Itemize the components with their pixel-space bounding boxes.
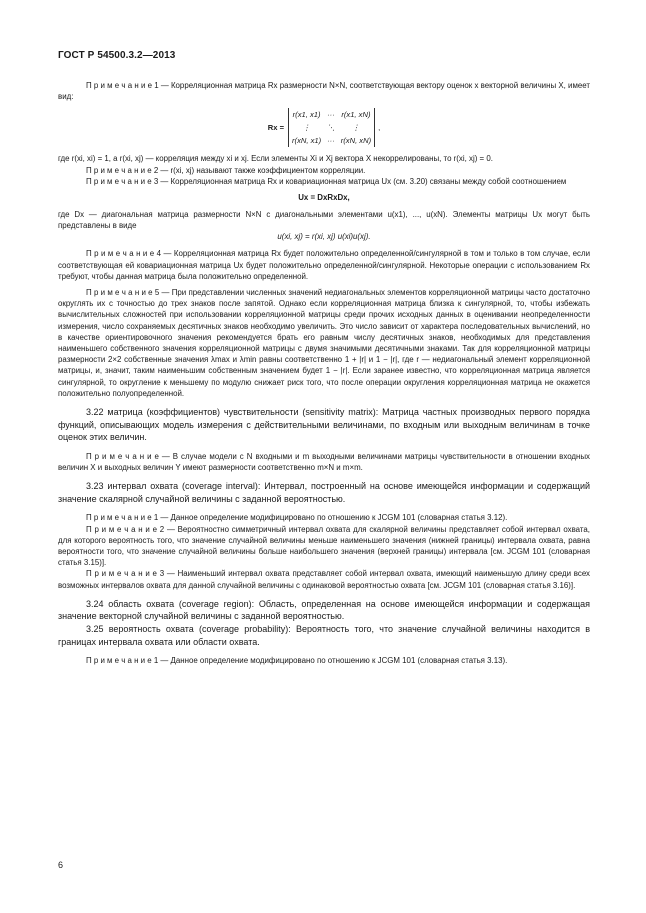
note-5: П р и м е ч а н и е 5 — При представлении численных значений недиагональных элементов корреляционной матрицы часто достаточно округлять их с точностью до трех знаков после запятой. Однако если корреляционная матрица близка к сингулярной, то, чтобы избежать вычислительных сложностей при использовании корреляционной матрицы среди прочих исходных данных в оценивании неопределенности измерения, число сохраняемых десятичных знаков необходимо увеличить. Это число зависит от характера последовательных вычислений, но в качестве ориентировочного значения рекомендуется брать его равным числу десятичных знаков, необходимых для представления наименьшего собственного значения корреляционной матрицы с двумя значимыми десятичными знаками. Так для корреляционной матрицы размерности 2×2 собственные значения λmax и λmin равны соответственно 1 + |r| и 1 − |r|, где r — недиагональный элемент корреляционной матрицы, и, значит, таким наименьшим собственным значением будет 1 − |r|. Если заранее известно, что корреляционная матрица является сингулярной, то округление к меньшему по модулю снижает риск того, что после операции округления корреляционная матрица не окажется положительно полуопределенной. [58,288,590,398]
note-2: П р и м е ч а н и е 2 — r(xi, xj) называют также коэффициентом корреляции. [86,165,366,175]
document-header: ГОСТ Р 54500.3.2—2013 [58,50,176,61]
term-3-25: 3.25 вероятность охвата (coverage probability): Вероятность того, что значение случайной величины находится в границах интервала охвата или области охвата. [58,624,590,647]
correlation-matrix [58,108,590,147]
note-4: П р и м е ч а н и е 4 — Корреляционная матрица Rx будет положительно определенной/сингулярной в том и только в том случае, если соответствующая ей ковариационная матрица Ux будет положительно определенной/сингулярной. Некоторые операции с использованием Rx требуют, чтобы данная матрица была положительно определенной. [58,249,590,281]
note-3-continuation: где Dx — диагональная матрица размерности N×N с диагональными элементами u(x1), ..., u(xN). Элементы матрицы Ux могут быть представлены в виде [58,210,590,231]
term-3-22: 3.22 матрица (коэффициентов) чувствительности (sensitivity matrix): Матрица частных производных первого порядка функций, описывающих модель измерения с действительными величинами, по входным или выходным величинам в точке оценок этих величин. [58,407,590,443]
matrix-cell: r(x1, x1) [292,110,321,120]
matrix-cell: ⋮ [302,123,311,133]
matrix-cell: ⋮ [352,123,360,133]
term-3-22-note: П р и м е ч а н и е — В случае модели с N входными и m выходными величинами матрицы чувствительности в отношении входных величин X и выходных величин Y имеют размерности соответственно m×N и m×m. [58,451,590,473]
matrix-cell: r(x1, xN) [341,110,371,120]
term-3-25-note-1: П р и м е ч а н и е 1 — Данное определение модифицировано по отношению к JCGM 101 (словарная статья 3.13). [86,656,508,666]
matrix-cell: r(xN, x1) [292,136,322,146]
matrix-cell: ··· [327,136,335,146]
matrix-tail: , [378,123,381,133]
page-number: 6 [58,860,64,870]
matrix-cell: r(xN, xN) [340,136,372,146]
equation-uxij: u(xi, xj) = r(xi, xj) u(xi)u(xj). [277,232,371,242]
term-3-23-note-1: П р и м е ч а н и е 1 — Данное определение модифицировано по отношению к JCGM 101 (словарная статья 3.12). [86,513,508,523]
term-3-23: 3.23 интервал охвата (coverage interval): Интервал, построенный на основе имеющейся информации и содержащий значение скалярной случайной величины с заданной вероятностью. [58,481,590,504]
matrix-cell: ⋱ [327,123,335,133]
term-3-23-note-2: П р и м е ч а н и е 2 — Вероятностно симметричный интервал охвата для скалярной величины представляет собой интервал охвата, для которого вероятность того, что значение случайной величины меньше наименьшего значения (нижней границы) интервала охвата, равна вероятности того, что значение случайной величины больше наибольшего значения (верхней границы) интервала [см. JCGM 101 (словарная статья 3.15)]. [58,524,590,568]
equation-ux: Ux = DxRxDx, [298,193,350,203]
term-3-24: 3.24 область охвата (coverage region): Область, определенная на основе имеющейся информации и содержащая значение векторной случайной величины с заданной вероятностью. [58,598,590,622]
note-1-intro: П р и м е ч а н и е 1 — Корреляционная матрица Rx размерности N×N, соответствующая вектору оценок x векторной величины X, имеет вид: [58,81,590,102]
note-1-continuation: где r(xi, xi) = 1, а r(xi, xj) — корреляция между xi и xj. Если элементы Xi и Xj вектора X некоррелированы, то r(xi, xj) = 0. [58,154,493,164]
page-content [58,80,590,666]
matrix-body [288,108,375,147]
matrix-lhs: Rx = [267,123,285,133]
matrix-cell: ··· [327,110,335,120]
term-3-23-note-3: П р и м е ч а н и е 3 — Наименьший интервал охвата представляет собой интервал охвата, имеющий наименьшую длину среди всех возможных интервалов охвата для данной случайной величины с одинаковой вероятностью охвата [см. JCGM 101 (словарная статья 3.16)]. [58,569,590,590]
note-3-intro: П р и м е ч а н и е 3 — Корреляционная матрица Rx и ковариационная матрица Ux (см. 3.20) связаны между собой соотношением [86,176,567,186]
